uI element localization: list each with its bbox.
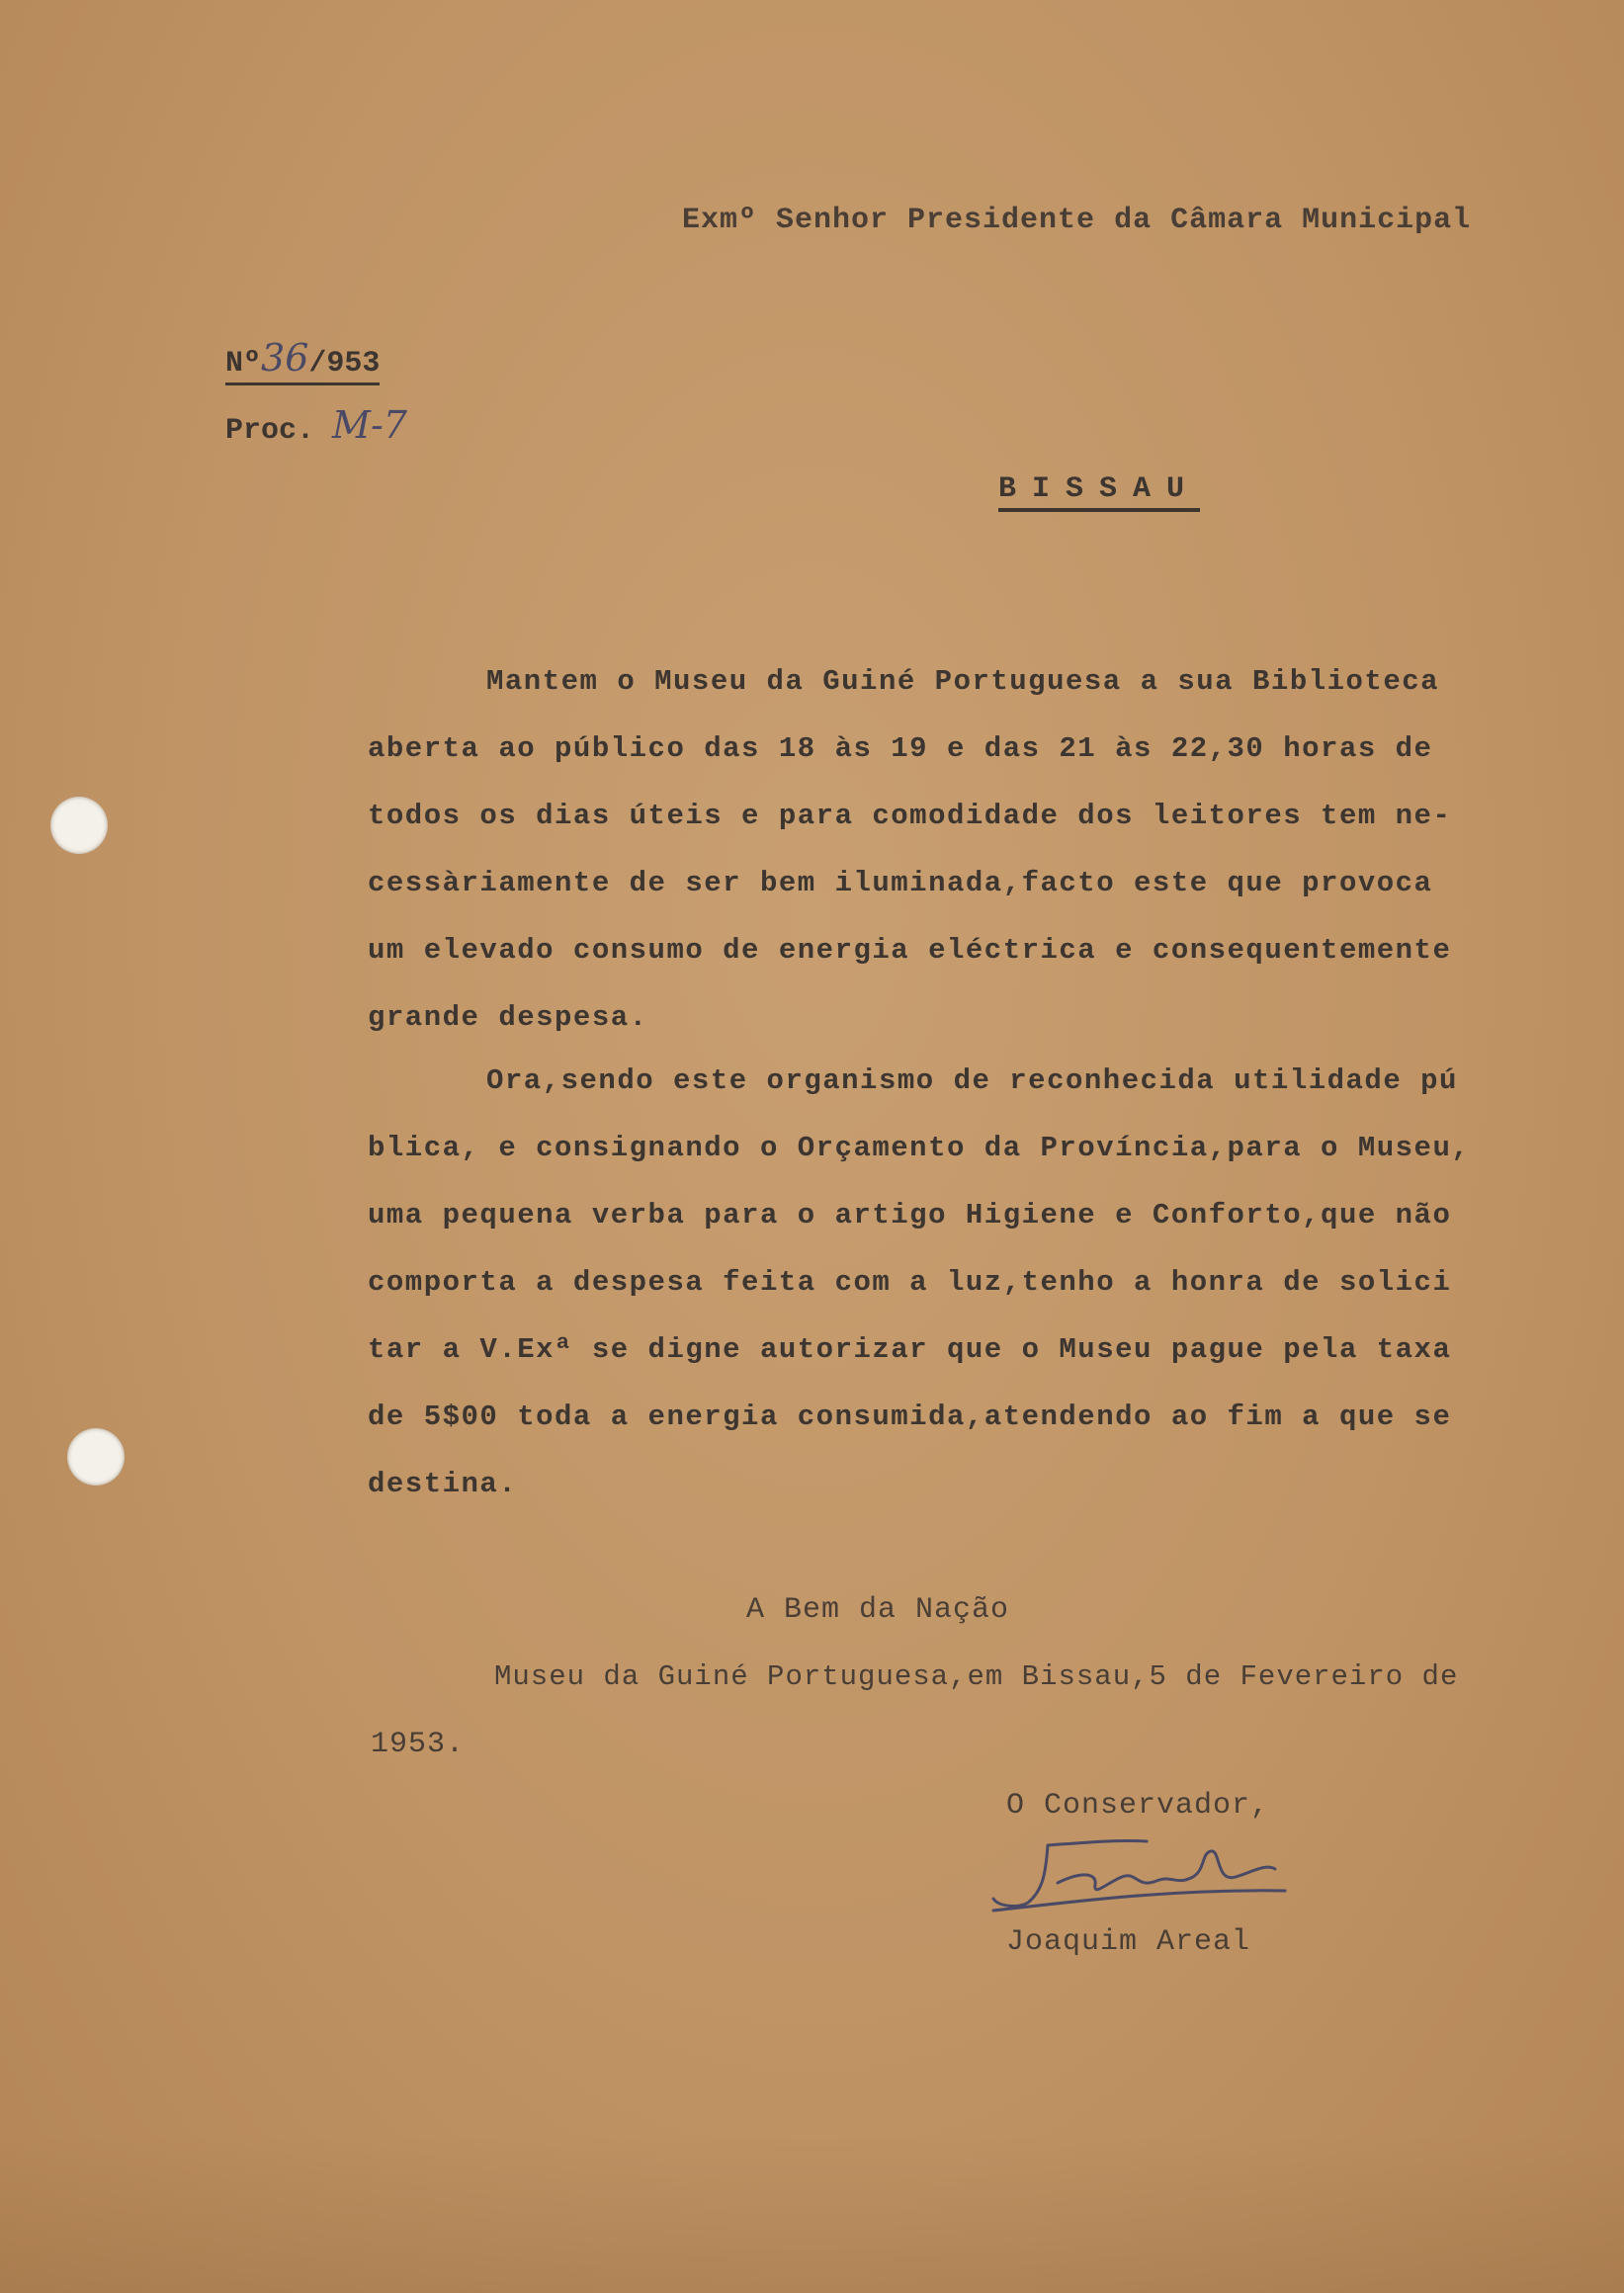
paragraph-line: destina. <box>368 1468 518 1500</box>
closing-formula: A Bem da Nação <box>746 1593 1010 1627</box>
signature <box>988 1833 1305 1922</box>
signatory-name: Joaquim Areal <box>1006 1925 1251 1959</box>
paragraph-line: aberta ao público das 18 às 19 e das 21 às 22,30 horas de <box>368 732 1433 765</box>
reference-prefix: Nº <box>225 347 262 381</box>
paragraph-line: grande despesa. <box>368 1001 648 1034</box>
paragraph-line: comporta a despesa feita com a luz,tenho a honra de solici <box>368 1266 1452 1299</box>
proc-handwritten: M-7 <box>332 403 407 447</box>
place-date: Museu da Guiné Portuguesa,em Bissau,5 de Fevereiro de <box>494 1660 1459 1693</box>
paragraph-line: um elevado consumo de energia eléctrica e consequentemente <box>368 934 1452 967</box>
paragraph-line: blica, e consignando o Orçamento da Província,para o Museu, <box>368 1132 1471 1164</box>
paragraph-line: todos os dias úteis e para comodidade dos leitores tem ne- <box>368 800 1452 832</box>
city-heading: BISSAU <box>998 472 1200 512</box>
paragraph-line: uma pequena verba para o artigo Higiene e Conforto,que não <box>368 1199 1452 1231</box>
paragraph-line: tar a V.Exª se digne autorizar que o Museu pague pela taxa <box>368 1333 1452 1366</box>
paragraph-line: de 5$00 toda a energia consumida,atendendo ao fim a que se <box>368 1401 1452 1433</box>
reference-handwritten-number: 36 <box>261 336 309 380</box>
process-reference <box>225 403 407 448</box>
proc-label: Proc. <box>225 414 315 448</box>
paragraph-line: cessàriamente de ser bem iluminada,facto este que provoca <box>368 867 1433 899</box>
paragraph-line: Mantem o Museu da Guiné Portuguesa a sua Biblioteca <box>486 665 1440 698</box>
paragraph-1 <box>368 648 1514 1052</box>
signatory-title: O Conservador, <box>1006 1789 1270 1823</box>
paragraph-2 <box>368 1048 1514 1518</box>
addressee: Exmº Senhor Presidente da Câmara Municipal <box>682 204 1472 237</box>
reference-number <box>225 336 380 381</box>
reference-suffix: /953 <box>308 347 381 381</box>
punch-hole-top <box>50 797 108 854</box>
punch-hole-bottom <box>67 1428 125 1486</box>
place-date-year: 1953. <box>371 1728 466 1761</box>
paragraph-line: Ora,sendo este organismo de reconhecida utilidade pú <box>486 1064 1458 1097</box>
